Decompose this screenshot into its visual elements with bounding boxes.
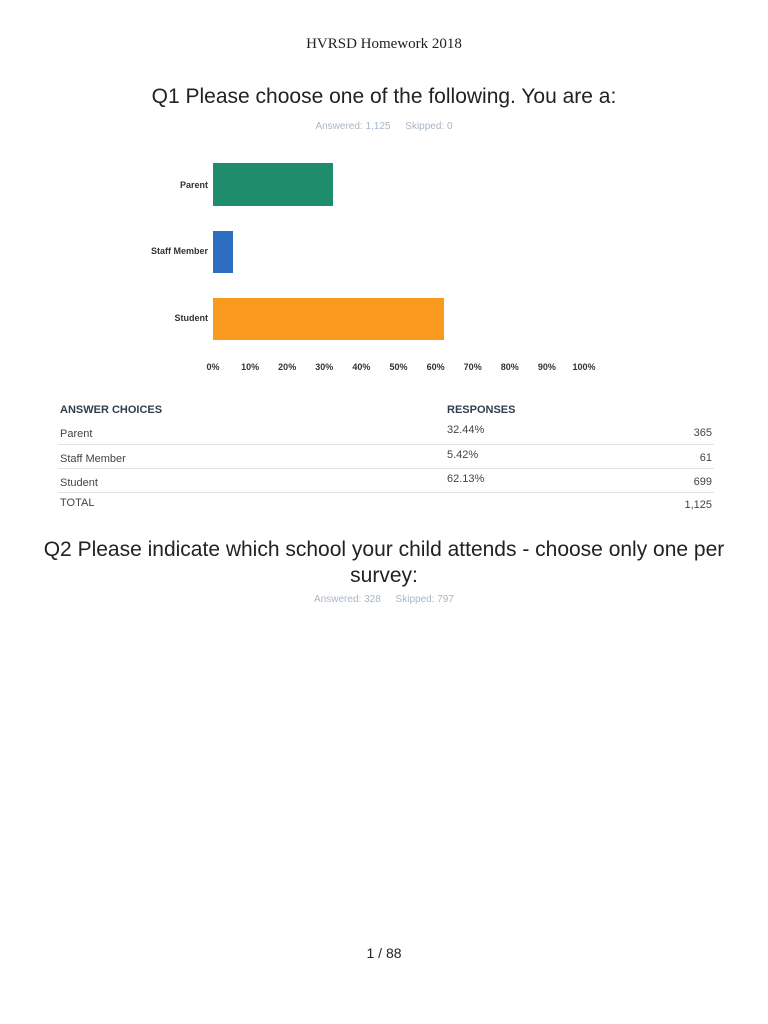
page-number: 1 / 88: [366, 945, 402, 961]
table-row-percent: 62.13%: [447, 473, 485, 485]
x-tick-label: 50%: [389, 362, 408, 372]
table-header-responses: RESPONSES: [447, 404, 516, 416]
table-total-label: TOTAL: [60, 497, 95, 509]
x-tick-label: 100%: [572, 362, 596, 372]
q2-answered: Answered: 328: [314, 594, 381, 605]
table-header-answer-choices: ANSWER CHOICES: [60, 404, 163, 416]
category-label-student: Student: [174, 313, 208, 323]
category-label-parent: Parent: [179, 180, 208, 190]
q2-title-line1: Q2 Please indicate which school your child attends - choose only one per: [43, 538, 725, 561]
table-row-percent: 32.44%: [447, 424, 485, 436]
x-tick-label: 60%: [426, 362, 445, 372]
bar-student: [213, 298, 444, 340]
table-row-choice: Staff Member: [60, 453, 126, 465]
document-header: HVRSD Homework 2018: [306, 36, 462, 52]
row-divider: [58, 468, 714, 469]
table-row-choice: Student: [60, 477, 98, 489]
table-row-percent: 5.42%: [447, 449, 479, 461]
x-tick-label: 70%: [463, 362, 482, 372]
table-row-count: 699: [693, 476, 712, 488]
q1-bar-chart: [0, 0, 768, 400]
row-divider: [58, 492, 714, 493]
q1-title: Q1 Please choose one of the following. You are a:: [151, 85, 617, 108]
x-tick-label: 30%: [315, 362, 334, 372]
x-tick-label: 80%: [500, 362, 519, 372]
bar-parent: [213, 163, 333, 206]
category-label-staff-member: Staff Member: [150, 246, 208, 256]
x-tick-label: 90%: [537, 362, 556, 372]
x-tick-label: 40%: [352, 362, 371, 372]
q2-title: [0, 537, 768, 589]
q1-skipped: Skipped: 0: [405, 121, 453, 132]
row-divider: [58, 444, 714, 445]
q1-answered: Answered: 1,125: [315, 121, 391, 132]
table-total-count: 1,125: [684, 499, 712, 511]
bar-staff-member: [213, 231, 233, 273]
x-tick-label: 20%: [278, 362, 297, 372]
q2-stats: [0, 594, 768, 605]
table-row-choice: Parent: [60, 428, 93, 440]
table-row-count: 61: [699, 452, 712, 464]
q2-skipped: Skipped: 797: [395, 594, 454, 605]
x-tick-label: 10%: [241, 362, 260, 372]
table-row-count: 365: [693, 427, 712, 439]
q2-title-line2: survey:: [350, 564, 418, 587]
x-axis-ticks: [0, 362, 768, 376]
x-tick-label: 0%: [206, 362, 220, 372]
